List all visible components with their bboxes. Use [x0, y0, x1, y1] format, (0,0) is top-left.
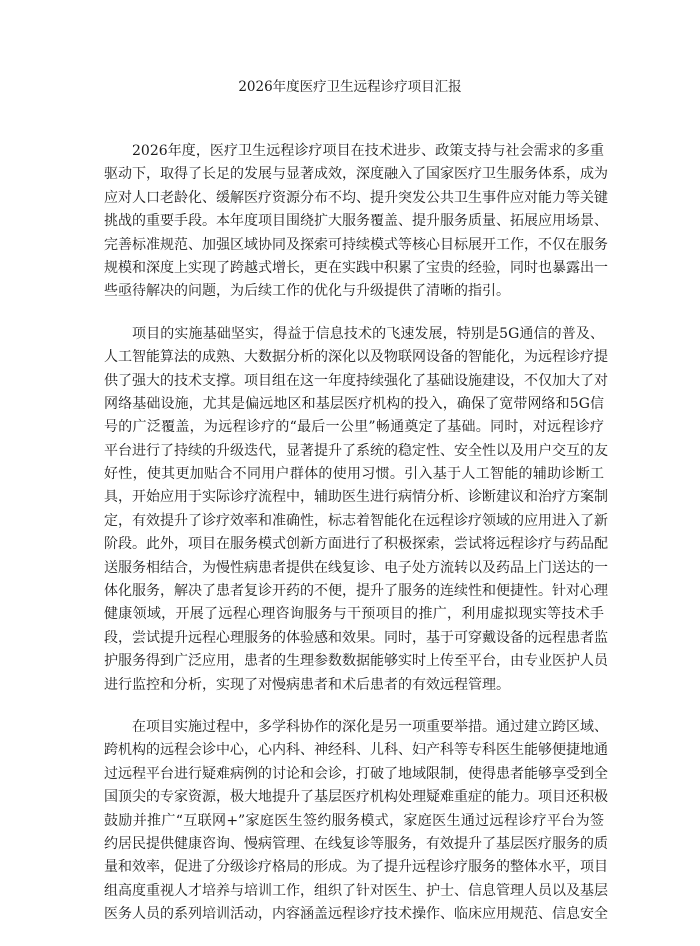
paragraph-line: 约居民提供健康咨询、慢病管理、在线复诊等服务，有效提升了基层医疗服务的质: [104, 835, 608, 852]
paragraph-line: 进行监控和分析，实现了对慢病患者和术后患者的有效远程管理。: [104, 676, 510, 693]
paragraph-line: 具，开始应用于实际诊疗流程中，辅助医生进行病情分析、诊断建议和治疗方案制: [104, 489, 608, 506]
paragraph-line: 段，尝试提升远程心理服务的体验感和效果。同时，基于可穿戴设备的远程患者监: [104, 629, 608, 646]
paragraph-line: 阶段。此外，项目在服务模式创新方面进行了积极探索，尝试将远程诊疗与药品配: [104, 536, 608, 553]
paragraph-line: 人工智能算法的成熟、大数据分析的深化以及物联网设备的智能化，为远程诊疗提: [104, 349, 608, 366]
document-body: [104, 140, 608, 946]
paragraph-line: 跨机构的远程会诊中心，心内科、神经科、儿科、妇产科等专科医生能够便捷地通: [104, 742, 608, 759]
paragraph-line: 规模和深度上实现了跨越式增长，更在实践中积累了宝贵的经验，同时也暴露出一: [104, 259, 608, 276]
paragraph-line: 些亟待解决的问题，为后续工作的优化与升级提供了清晰的指引。: [104, 283, 510, 300]
paragraph-line: 完善标准规范、加强区域协同及探索可持续模式等核心目标展开工作，不仅在服务: [104, 236, 608, 253]
document-title: 2026年度医疗卫生远程诊疗项目汇报: [238, 79, 462, 95]
paragraph-line: 网络基础设施，尤其是偏远地区和基层医疗机构的投入，确保了宽带网络和5G信: [104, 395, 604, 412]
paragraph-line: 定，有效提升了诊疗效率和准确性，标志着智能化在远程诊疗领域的应用进入了新: [104, 512, 608, 529]
paragraph-line: 供了强大的技术支撑。项目组在这一年度持续强化了基础设施建设，不仅加大了对: [104, 372, 608, 389]
paragraph-line: 应对人口老龄化、缓解医疗资源分布不均、提升突发公共卫生事件应对能力等关键: [104, 189, 608, 206]
paragraph-line: 医务人员的系列培训活动，内容涵盖远程诊疗技术操作、临床应用规范、信息安全: [104, 906, 608, 923]
paragraph-line: 体化服务，解决了患者复诊开药的不便，提升了服务的连续性和便捷性。针对心理: [104, 583, 608, 600]
paragraph-1: [104, 140, 608, 304]
paragraph-3: [104, 716, 608, 927]
paragraph-line: 驱动下，取得了长足的发展与显著成效，深度融入了国家医疗卫生服务体系，成为: [104, 166, 608, 183]
paragraph-line: 量和效率，促进了分级诊疗格局的形成。为了提升远程诊疗服务的整体水平，项目: [104, 859, 608, 876]
paragraph-line: 组高度重视人才培养与培训工作，组织了针对医生、护士、信息管理人员以及基层: [104, 882, 608, 899]
paragraph-line: 挑战的重要手段。本年度项目围绕扩大服务覆盖、提升服务质量、拓展应用场景、: [104, 213, 608, 230]
paragraph-line: 过远程平台进行疑难病例的讨论和会诊，打破了地域限制，使得患者能够享受到全: [104, 765, 608, 782]
paragraph-line: 护服务得到广泛应用，患者的生理参数数据能够实时上传至平台，由专业医护人员: [104, 653, 608, 670]
paragraph-line: 鼓励并推广“互联网+”家庭医生签约服务模式，家庭医生通过远程诊疗平台为签: [104, 812, 604, 829]
paragraph-line: 号的广泛覆盖，为远程诊疗的“最后一公里”畅通奠定了基础。同时，对远程诊疗: [104, 419, 604, 436]
paragraph-line: 国顶尖的专家资源，极大地提升了基层医疗机构处理疑难重症的能力。项目还积极: [104, 789, 608, 806]
paragraph-2: [104, 323, 608, 697]
paragraph-line: 平台进行了持续的升级迭代，显著提升了系统的稳定性、安全性以及用户交互的友: [104, 442, 608, 459]
paragraph-line: 送服务相结合，为慢性病患者提供在线复诊、电子处方流转以及药品上门送达的一: [104, 559, 608, 576]
paragraph-line: 健康领域，开展了远程心理咨询服务与干预项目的推广，利用虚拟现实等技术手: [104, 606, 604, 623]
paragraph-line: 在项目实施过程中，多学科协作的深化是另一项重要举措。通过建立跨区域、: [132, 718, 608, 735]
paragraph-line: 2026年度，医疗卫生远程诊疗项目在技术进步、政策支持与社会需求的多重: [132, 143, 604, 159]
paragraph-line: 好性，使其更加贴合不同用户群体的使用习惯。引入基于人工智能的辅助诊断工: [104, 466, 604, 483]
paragraph-line: 项目的实施基础坚实，得益于信息技术的飞速发展，特别是5G通信的普及、: [132, 325, 604, 342]
